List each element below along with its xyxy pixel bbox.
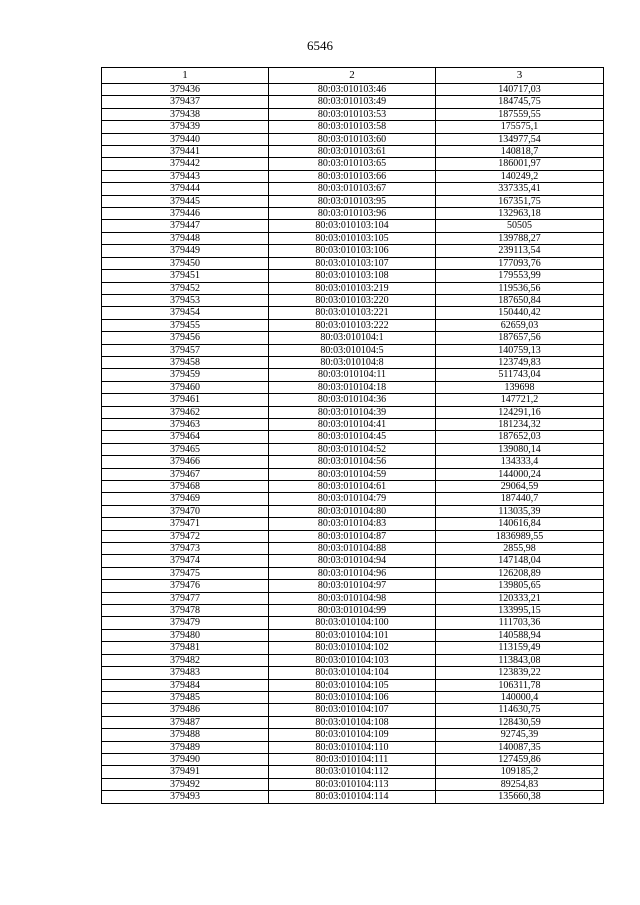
table-row xyxy=(102,431,604,443)
table-cell: 80:03:010103:106 xyxy=(269,245,436,257)
table-cell: 80:03:010104:109 xyxy=(269,729,436,741)
table-cell: 80:03:010103:104 xyxy=(269,220,436,232)
table-cell: 140616,84 xyxy=(436,518,604,530)
table-cell: 140087,35 xyxy=(436,741,604,753)
table-body xyxy=(102,84,604,804)
table-cell: 80:03:010104:100 xyxy=(269,617,436,629)
table-cell: 126208,89 xyxy=(436,567,604,579)
table-cell: 379489 xyxy=(102,741,269,753)
table-row xyxy=(102,418,604,430)
table-row xyxy=(102,766,604,778)
table-cell: 379436 xyxy=(102,84,269,96)
table-cell: 80:03:010104:41 xyxy=(269,418,436,430)
table-cell: 187559,55 xyxy=(436,108,604,120)
table-cell: 80:03:010103:61 xyxy=(269,146,436,158)
table-cell: 80:03:010104:8 xyxy=(269,356,436,368)
table-row xyxy=(102,493,604,505)
table-cell: 379480 xyxy=(102,629,269,641)
table-row xyxy=(102,96,604,108)
table-cell: 127459,86 xyxy=(436,753,604,765)
table-cell: 379438 xyxy=(102,108,269,120)
table-cell: 80:03:010104:106 xyxy=(269,691,436,703)
table-cell: 80:03:010103:60 xyxy=(269,133,436,145)
table-cell: 80:03:010103:220 xyxy=(269,294,436,306)
table-cell: 179553,99 xyxy=(436,270,604,282)
table-cell: 113035,39 xyxy=(436,505,604,517)
table-cell: 379458 xyxy=(102,356,269,368)
table-cell: 150440,42 xyxy=(436,307,604,319)
table-row xyxy=(102,294,604,306)
table-cell: 135660,38 xyxy=(436,791,604,803)
table-cell: 187657,56 xyxy=(436,332,604,344)
table-row xyxy=(102,580,604,592)
table-row xyxy=(102,282,604,294)
table-cell: 139698 xyxy=(436,381,604,393)
table-row xyxy=(102,753,604,765)
table-cell: 140000,4 xyxy=(436,691,604,703)
table-cell: 80:03:010104:18 xyxy=(269,381,436,393)
table-cell: 123839,22 xyxy=(436,667,604,679)
table-cell: 379454 xyxy=(102,307,269,319)
table-cell: 379455 xyxy=(102,319,269,331)
table-cell: 140588,94 xyxy=(436,629,604,641)
table-row xyxy=(102,443,604,455)
table-cell: 177093,76 xyxy=(436,257,604,269)
table-row xyxy=(102,704,604,716)
table-cell: 167351,75 xyxy=(436,195,604,207)
table-cell: 80:03:010103:58 xyxy=(269,121,436,133)
table-cell: 181234,32 xyxy=(436,418,604,430)
table-cell: 80:03:010103:221 xyxy=(269,307,436,319)
table-cell: 379493 xyxy=(102,791,269,803)
table-cell: 184745,75 xyxy=(436,96,604,108)
table-cell: 379437 xyxy=(102,96,269,108)
table-cell: 379491 xyxy=(102,766,269,778)
table-row xyxy=(102,332,604,344)
table-cell: 119536,56 xyxy=(436,282,604,294)
table-cell: 379486 xyxy=(102,704,269,716)
table-cell: 379488 xyxy=(102,729,269,741)
table-cell: 187650,84 xyxy=(436,294,604,306)
table-cell: 80:03:010104:104 xyxy=(269,667,436,679)
table-cell: 139080,14 xyxy=(436,443,604,455)
table-row xyxy=(102,344,604,356)
table-cell: 379441 xyxy=(102,146,269,158)
table-row xyxy=(102,270,604,282)
table-row xyxy=(102,158,604,170)
table-cell: 128430,59 xyxy=(436,716,604,728)
table-cell: 379449 xyxy=(102,245,269,257)
table-cell: 80:03:010104:36 xyxy=(269,394,436,406)
table-cell: 379490 xyxy=(102,753,269,765)
table-row xyxy=(102,691,604,703)
table-cell: 147148,04 xyxy=(436,555,604,567)
table-cell: 80:03:010103:222 xyxy=(269,319,436,331)
table-cell: 379468 xyxy=(102,481,269,493)
column-header: 2 xyxy=(269,68,436,84)
table-cell: 379482 xyxy=(102,654,269,666)
table-cell: 379453 xyxy=(102,294,269,306)
table-cell: 379451 xyxy=(102,270,269,282)
table-cell: 140759,13 xyxy=(436,344,604,356)
table-row xyxy=(102,183,604,195)
table-cell: 379457 xyxy=(102,344,269,356)
table-cell: 187652,03 xyxy=(436,431,604,443)
table-row xyxy=(102,654,604,666)
table-cell: 379481 xyxy=(102,642,269,654)
table-cell: 80:03:010104:110 xyxy=(269,741,436,753)
table-cell: 80:03:010104:80 xyxy=(269,505,436,517)
table-cell: 379474 xyxy=(102,555,269,567)
table-cell: 80:03:010104:107 xyxy=(269,704,436,716)
table-row xyxy=(102,629,604,641)
table-cell: 2855,98 xyxy=(436,543,604,555)
table-row xyxy=(102,257,604,269)
table-cell: 379485 xyxy=(102,691,269,703)
table-row xyxy=(102,679,604,691)
table-cell: 123749,83 xyxy=(436,356,604,368)
table-cell: 80:03:010104:108 xyxy=(269,716,436,728)
table-cell: 80:03:010103:67 xyxy=(269,183,436,195)
table-cell: 80:03:010104:98 xyxy=(269,592,436,604)
table-row xyxy=(102,716,604,728)
table-cell: 80:03:010103:49 xyxy=(269,96,436,108)
table-row xyxy=(102,208,604,220)
table-cell: 80:03:010104:102 xyxy=(269,642,436,654)
table-cell: 80:03:010104:56 xyxy=(269,456,436,468)
table-cell: 111703,36 xyxy=(436,617,604,629)
table-cell: 80:03:010104:111 xyxy=(269,753,436,765)
table-cell: 80:03:010104:5 xyxy=(269,344,436,356)
table-cell: 379470 xyxy=(102,505,269,517)
table-cell: 124291,16 xyxy=(436,406,604,418)
table-row xyxy=(102,146,604,158)
table-cell: 187440,7 xyxy=(436,493,604,505)
table-cell: 80:03:010103:219 xyxy=(269,282,436,294)
data-table xyxy=(101,67,604,804)
table-cell: 379484 xyxy=(102,679,269,691)
table-cell: 379444 xyxy=(102,183,269,195)
table-cell: 379461 xyxy=(102,394,269,406)
table-cell: 379483 xyxy=(102,667,269,679)
table-row xyxy=(102,232,604,244)
table-cell: 379475 xyxy=(102,567,269,579)
table-row xyxy=(102,667,604,679)
table-row xyxy=(102,468,604,480)
table-row xyxy=(102,543,604,555)
table-cell: 379478 xyxy=(102,605,269,617)
table-cell: 379476 xyxy=(102,580,269,592)
table-cell: 80:03:010103:66 xyxy=(269,170,436,182)
table-row xyxy=(102,121,604,133)
table-cell: 379465 xyxy=(102,443,269,455)
table-row xyxy=(102,729,604,741)
table-cell: 80:03:010103:108 xyxy=(269,270,436,282)
table-row xyxy=(102,530,604,542)
table-cell: 379472 xyxy=(102,530,269,542)
table-row xyxy=(102,220,604,232)
header-row xyxy=(102,68,604,84)
table-cell: 511743,04 xyxy=(436,369,604,381)
table-row xyxy=(102,778,604,790)
table-cell: 80:03:010104:79 xyxy=(269,493,436,505)
table-row xyxy=(102,741,604,753)
table-row xyxy=(102,356,604,368)
table-cell: 80:03:010104:97 xyxy=(269,580,436,592)
table-cell: 175575,1 xyxy=(436,121,604,133)
table-cell: 80:03:010104:88 xyxy=(269,543,436,555)
table-row xyxy=(102,555,604,567)
table-cell: 379456 xyxy=(102,332,269,344)
table-cell: 140717,03 xyxy=(436,84,604,96)
table-cell: 80:03:010104:59 xyxy=(269,468,436,480)
table-cell: 80:03:010104:39 xyxy=(269,406,436,418)
table-cell: 379448 xyxy=(102,232,269,244)
table-cell: 113843,08 xyxy=(436,654,604,666)
table-row xyxy=(102,617,604,629)
table-row xyxy=(102,84,604,96)
table-cell: 133995,15 xyxy=(436,605,604,617)
table-row xyxy=(102,307,604,319)
table-cell: 140249,2 xyxy=(436,170,604,182)
table-cell: 379439 xyxy=(102,121,269,133)
table-cell: 379452 xyxy=(102,282,269,294)
table-cell: 379462 xyxy=(102,406,269,418)
table-cell: 80:03:010104:96 xyxy=(269,567,436,579)
table-cell: 80:03:010104:114 xyxy=(269,791,436,803)
table-cell: 379447 xyxy=(102,220,269,232)
table-cell: 379450 xyxy=(102,257,269,269)
table-row xyxy=(102,394,604,406)
table-cell: 140818,7 xyxy=(436,146,604,158)
table-cell: 379466 xyxy=(102,456,269,468)
table-cell: 80:03:010103:107 xyxy=(269,257,436,269)
table-cell: 80:03:010104:103 xyxy=(269,654,436,666)
table-cell: 80:03:010103:96 xyxy=(269,208,436,220)
table-cell: 379487 xyxy=(102,716,269,728)
table-cell: 80:03:010104:87 xyxy=(269,530,436,542)
table-cell: 113159,49 xyxy=(436,642,604,654)
table-cell: 239113,54 xyxy=(436,245,604,257)
table-cell: 134333,4 xyxy=(436,456,604,468)
table-cell: 80:03:010104:94 xyxy=(269,555,436,567)
table-cell: 379445 xyxy=(102,195,269,207)
table-row xyxy=(102,642,604,654)
table-cell: 80:03:010103:105 xyxy=(269,232,436,244)
table-cell: 379463 xyxy=(102,418,269,430)
table-cell: 106311,78 xyxy=(436,679,604,691)
table-cell: 80:03:010103:95 xyxy=(269,195,436,207)
table-row xyxy=(102,592,604,604)
table-row xyxy=(102,605,604,617)
table-cell: 379459 xyxy=(102,369,269,381)
table-row xyxy=(102,791,604,803)
table-cell: 132963,18 xyxy=(436,208,604,220)
table-row xyxy=(102,170,604,182)
table-cell: 50505 xyxy=(436,220,604,232)
table-row xyxy=(102,456,604,468)
table-cell: 114630,75 xyxy=(436,704,604,716)
table-row xyxy=(102,518,604,530)
table-cell: 80:03:010104:52 xyxy=(269,443,436,455)
table-cell: 379467 xyxy=(102,468,269,480)
table-cell: 80:03:010103:46 xyxy=(269,84,436,96)
table-row xyxy=(102,319,604,331)
table-row xyxy=(102,505,604,517)
table-row xyxy=(102,133,604,145)
table-cell: 80:03:010103:65 xyxy=(269,158,436,170)
table-cell: 80:03:010104:113 xyxy=(269,778,436,790)
table-cell: 337335,41 xyxy=(436,183,604,195)
table-cell: 379464 xyxy=(102,431,269,443)
table-row xyxy=(102,108,604,120)
table-cell: 379442 xyxy=(102,158,269,170)
table-cell: 62659,03 xyxy=(436,319,604,331)
table-cell: 80:03:010104:45 xyxy=(269,431,436,443)
table-cell: 379469 xyxy=(102,493,269,505)
table-row xyxy=(102,245,604,257)
table-cell: 379443 xyxy=(102,170,269,182)
table-row xyxy=(102,481,604,493)
table-row xyxy=(102,406,604,418)
table-cell: 80:03:010104:61 xyxy=(269,481,436,493)
table-cell: 80:03:010104:1 xyxy=(269,332,436,344)
table-row xyxy=(102,195,604,207)
table-cell: 134977,54 xyxy=(436,133,604,145)
table-cell: 379446 xyxy=(102,208,269,220)
table-cell: 144000,24 xyxy=(436,468,604,480)
table-cell: 80:03:010104:83 xyxy=(269,518,436,530)
table-cell: 139788,27 xyxy=(436,232,604,244)
table-cell: 29064,59 xyxy=(436,481,604,493)
table-cell: 379440 xyxy=(102,133,269,145)
table-cell: 80:03:010104:101 xyxy=(269,629,436,641)
table-cell: 80:03:010104:99 xyxy=(269,605,436,617)
table-cell: 186001,97 xyxy=(436,158,604,170)
table-cell: 89254,83 xyxy=(436,778,604,790)
table-cell: 147721,2 xyxy=(436,394,604,406)
table-cell: 379477 xyxy=(102,592,269,604)
table-cell: 92745,39 xyxy=(436,729,604,741)
table-cell: 379471 xyxy=(102,518,269,530)
table-cell: 120333,21 xyxy=(436,592,604,604)
column-header: 3 xyxy=(436,68,604,84)
table-cell: 379479 xyxy=(102,617,269,629)
table-row xyxy=(102,369,604,381)
table-cell: 80:03:010103:53 xyxy=(269,108,436,120)
table-cell: 80:03:010104:112 xyxy=(269,766,436,778)
page-number: 6546 xyxy=(307,38,333,53)
table-cell: 139805,65 xyxy=(436,580,604,592)
table-cell: 80:03:010104:105 xyxy=(269,679,436,691)
table-cell: 1836989,55 xyxy=(436,530,604,542)
table-cell: 80:03:010104:11 xyxy=(269,369,436,381)
table-cell: 109185,2 xyxy=(436,766,604,778)
table-cell: 379460 xyxy=(102,381,269,393)
table-cell: 379492 xyxy=(102,778,269,790)
table-row xyxy=(102,381,604,393)
table-row xyxy=(102,567,604,579)
table-cell: 379473 xyxy=(102,543,269,555)
column-header: 1 xyxy=(102,68,269,84)
